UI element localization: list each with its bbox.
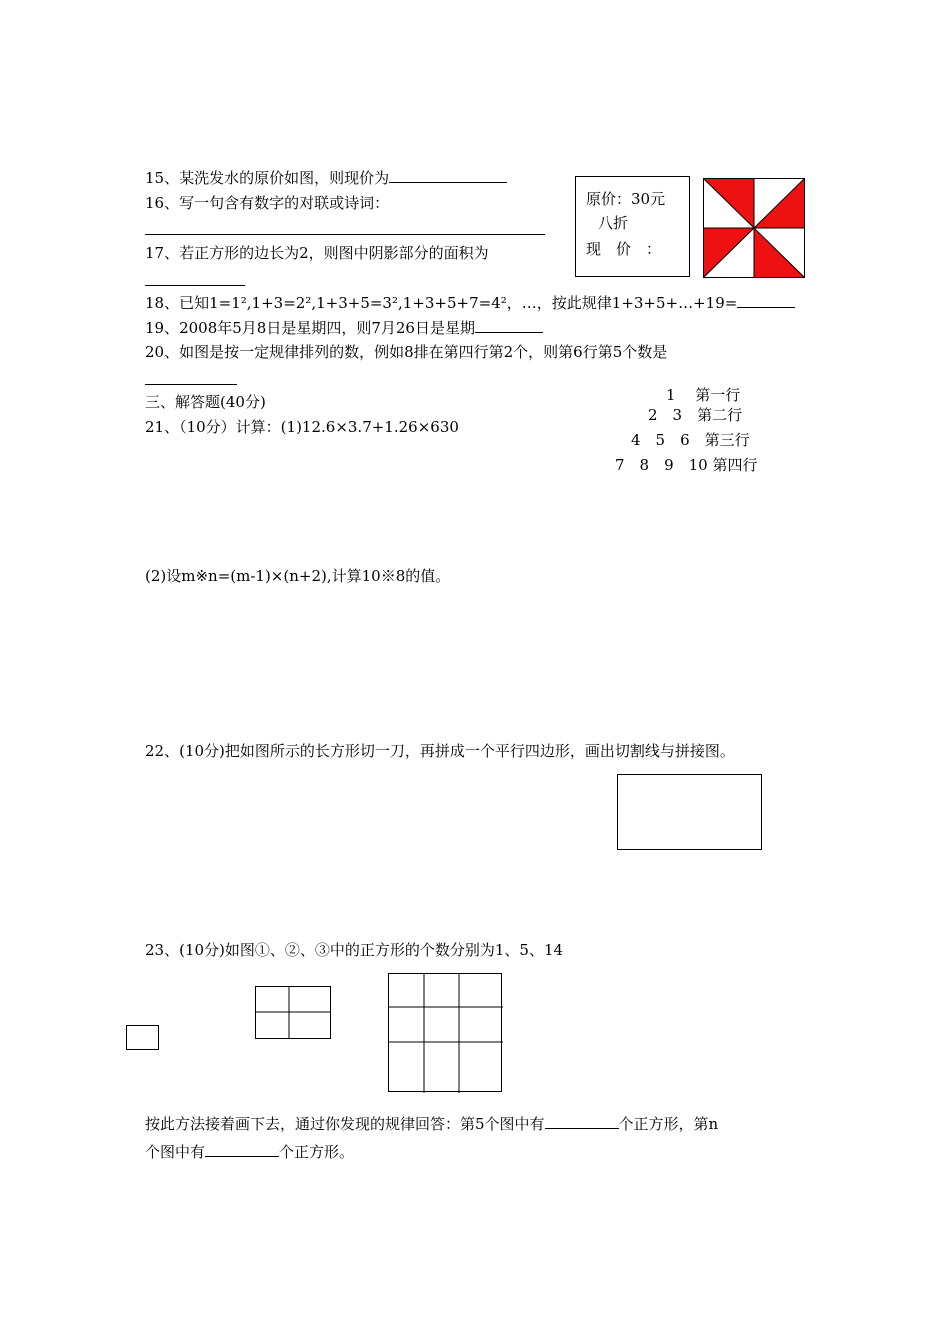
rectangle-figure bbox=[617, 774, 762, 850]
question-21-part-1: 21、（10分）计算：(1)12.6×3.7+1.26×630 bbox=[145, 418, 459, 436]
question-23: 23、(10分)如图①、②、③中的正方形的个数分别为1、5、14 bbox=[145, 941, 564, 959]
figure-3-grid bbox=[388, 973, 503, 1093]
triangle-row-2: 2 3 第二行 bbox=[648, 406, 743, 424]
question-22: 22、(10分)把如图所示的长方形切一刀，再拼成一个平行四边形，画出切割线与拼接图。 bbox=[145, 742, 735, 760]
question-15-text: 15、某洗发水的原价如图，则现价为 bbox=[145, 169, 390, 187]
pinwheel-square-figure bbox=[703, 178, 805, 278]
current-price-label: 现 价 ： bbox=[586, 240, 662, 258]
q23-answer-text-c: 个图中有 bbox=[145, 1143, 206, 1161]
discount-label: 八折 bbox=[598, 214, 629, 232]
original-price-label: 原价：30元 bbox=[586, 190, 666, 208]
q23-answer-text-d: 个正方形。 bbox=[279, 1143, 355, 1161]
figure-2-grid bbox=[255, 986, 331, 1039]
question-17: 17、若正方形的边长为2，则图中阴影部分的面积为 bbox=[145, 244, 489, 262]
answer-blank-18[interactable] bbox=[737, 293, 795, 308]
question-19 bbox=[145, 318, 543, 338]
triangle-row-3: 4 5 6 第三行 bbox=[631, 431, 750, 449]
q18-suffix: ，…，按此规律1+3+5+…+19= bbox=[506, 294, 738, 312]
triangle-row-4: 7 8 9 10 第四行 bbox=[615, 456, 758, 474]
answer-blank-23b[interactable] bbox=[205, 1142, 279, 1157]
question-20: 20、如图是按一定规律排列的数，例如8排在第四行第2个，则第6行第5个数是 bbox=[145, 343, 668, 361]
question-16: 16、写一句含有数字的对联或诗词： bbox=[145, 194, 390, 212]
question-19-text: 19、2008年5月8日是星期四，则7月26日是星期 bbox=[145, 319, 475, 337]
q18-eq3: ,1+3+5=3² bbox=[311, 294, 398, 312]
q23-answer-text-b: 个正方形，第n bbox=[618, 1115, 719, 1133]
price-tag-box bbox=[575, 176, 690, 277]
answer-blank-19[interactable] bbox=[475, 318, 543, 333]
q18-prefix: 18、已知 bbox=[145, 294, 210, 312]
question-23-answer-line-1 bbox=[145, 1114, 718, 1134]
triangle-row-1: 1 第一行 bbox=[666, 386, 741, 404]
q23-answer-text-a: 按此方法接着画下去，通过你发现的规律回答：第5个图中有 bbox=[145, 1115, 545, 1133]
q18-eq1: 1=1² bbox=[209, 294, 247, 312]
answer-blank-15[interactable] bbox=[389, 168, 507, 183]
answer-blank-20[interactable] bbox=[145, 384, 237, 385]
figure-1-square bbox=[126, 1025, 159, 1050]
answer-blank-23a[interactable] bbox=[545, 1114, 619, 1129]
question-23-answer-line-2 bbox=[145, 1142, 354, 1162]
answer-blank-17[interactable] bbox=[145, 285, 245, 286]
answer-line-16[interactable] bbox=[145, 234, 545, 235]
section-3-title: 三、解答题(40分) bbox=[145, 393, 266, 411]
question-21-part-2: (2)设m※n=(m-1)×(n+2),计算10※8的值。 bbox=[145, 567, 451, 585]
q18-eq2: ,1+3=2² bbox=[246, 294, 312, 312]
question-15 bbox=[145, 168, 507, 188]
q18-eq4: ,1+3+5+7=4² bbox=[398, 294, 507, 312]
question-18 bbox=[145, 293, 795, 313]
